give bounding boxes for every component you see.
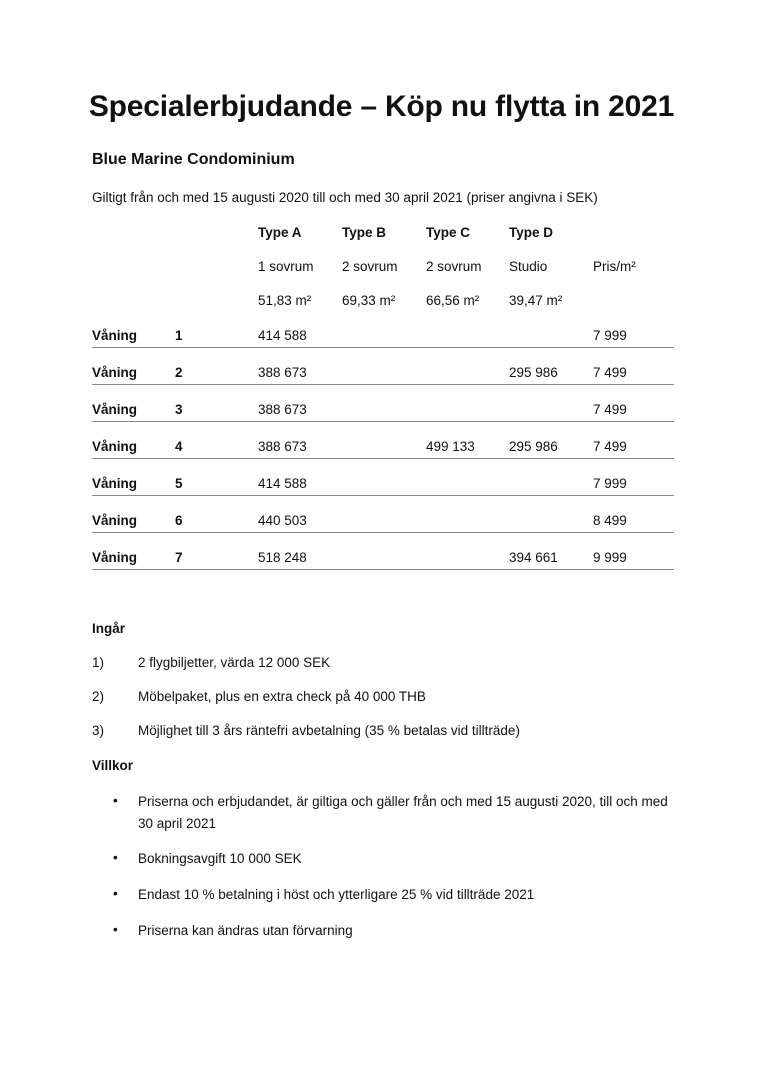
floor-label: Våning bbox=[92, 550, 138, 565]
price-type-a: 414 588 bbox=[258, 476, 307, 491]
price-per-m2-header: Pris/m² bbox=[593, 259, 636, 274]
price-type-a: 518 248 bbox=[258, 550, 307, 565]
item-number: 2) bbox=[92, 689, 105, 704]
item-text: Möjlighet till 3 års räntefri avbetalning (35 % betalas vid tillträde) bbox=[138, 723, 520, 738]
floor-label: Våning bbox=[92, 365, 138, 380]
floor-number: 7 bbox=[175, 550, 183, 565]
bullet-icon: • bbox=[113, 850, 118, 865]
area-a: 51,83 m² bbox=[258, 293, 312, 308]
floor-number: 4 bbox=[175, 439, 183, 454]
page-title: Specialerbjudande – Köp nu flytta in 2021 bbox=[88, 90, 675, 123]
price-per-m2: 7 999 bbox=[593, 328, 627, 343]
item-text: Möbelpaket, plus en extra check på 40 000 THB bbox=[138, 689, 426, 704]
terms-item: Priserna kan ändras utan förvarning bbox=[138, 923, 353, 938]
property-name: Blue Marine Condominium bbox=[92, 151, 295, 168]
price-type-a: 388 673 bbox=[258, 365, 307, 380]
price-type-d: 295 986 bbox=[509, 365, 558, 380]
floor-number: 1 bbox=[175, 328, 183, 343]
rooms-b: 2 sovrum bbox=[342, 259, 398, 274]
row-divider bbox=[92, 421, 674, 422]
floor-label: Våning bbox=[92, 476, 138, 491]
item-text: 2 flygbiljetter, värda 12 000 SEK bbox=[138, 655, 331, 670]
bullet-icon: • bbox=[113, 922, 118, 937]
price-type-a: 388 673 bbox=[258, 402, 307, 417]
area-b: 69,33 m² bbox=[342, 293, 396, 308]
type-header-a: Type A bbox=[258, 225, 302, 240]
validity-note: Giltigt från och med 15 augusti 2020 till och med 30 april 2021 (priser angivna i SEK) bbox=[92, 190, 598, 205]
price-type-c: 499 133 bbox=[426, 439, 475, 454]
floor-label: Våning bbox=[92, 513, 138, 528]
terms-item: Bokningsavgift 10 000 SEK bbox=[138, 851, 302, 866]
included-heading: Ingår bbox=[92, 621, 126, 636]
type-header-b: Type B bbox=[342, 225, 387, 240]
item-number: 1) bbox=[92, 655, 105, 670]
price-type-d: 295 986 bbox=[509, 439, 558, 454]
price-type-a: 440 503 bbox=[258, 513, 307, 528]
price-type-a: 388 673 bbox=[258, 439, 307, 454]
rooms-a: 1 sovrum bbox=[258, 259, 314, 274]
bullet-icon: • bbox=[113, 886, 118, 901]
row-divider bbox=[92, 532, 674, 533]
price-type-d: 394 661 bbox=[509, 550, 558, 565]
row-divider bbox=[92, 384, 674, 385]
floor-label: Våning bbox=[92, 402, 138, 417]
row-divider bbox=[92, 569, 674, 570]
area-c: 66,56 m² bbox=[426, 293, 480, 308]
rooms-c: 2 sovrum bbox=[426, 259, 482, 274]
price-per-m2: 8 499 bbox=[593, 513, 627, 528]
row-divider bbox=[92, 347, 674, 348]
floor-number: 6 bbox=[175, 513, 183, 528]
price-per-m2: 7 999 bbox=[593, 476, 627, 491]
floor-number: 3 bbox=[175, 402, 183, 417]
price-per-m2: 7 499 bbox=[593, 439, 627, 454]
rooms-d: Studio bbox=[509, 259, 548, 274]
row-divider bbox=[92, 458, 674, 459]
type-header-c: Type C bbox=[426, 225, 471, 240]
price-per-m2: 7 499 bbox=[593, 402, 627, 417]
price-per-m2: 9 999 bbox=[593, 550, 627, 565]
area-d: 39,47 m² bbox=[509, 293, 563, 308]
terms-item: Endast 10 % betalning i höst och ytterligare 25 % vid tillträde 2021 bbox=[138, 887, 535, 902]
floor-number: 5 bbox=[175, 476, 183, 491]
type-header-d: Type D bbox=[509, 225, 554, 240]
terms-item: Priserna och erbjudandet, är giltiga och gäller från och med 15 augusti 2020, till och med 30 april 2021 bbox=[138, 794, 668, 831]
floor-number: 2 bbox=[175, 365, 183, 380]
floor-label: Våning bbox=[92, 328, 138, 343]
floor-label: Våning bbox=[92, 439, 138, 454]
bullet-icon: • bbox=[113, 793, 118, 808]
price-per-m2: 7 499 bbox=[593, 365, 627, 380]
terms-heading: Villkor bbox=[92, 758, 134, 773]
row-divider bbox=[92, 495, 674, 496]
price-type-a: 414 588 bbox=[258, 328, 307, 343]
item-number: 3) bbox=[92, 723, 105, 738]
